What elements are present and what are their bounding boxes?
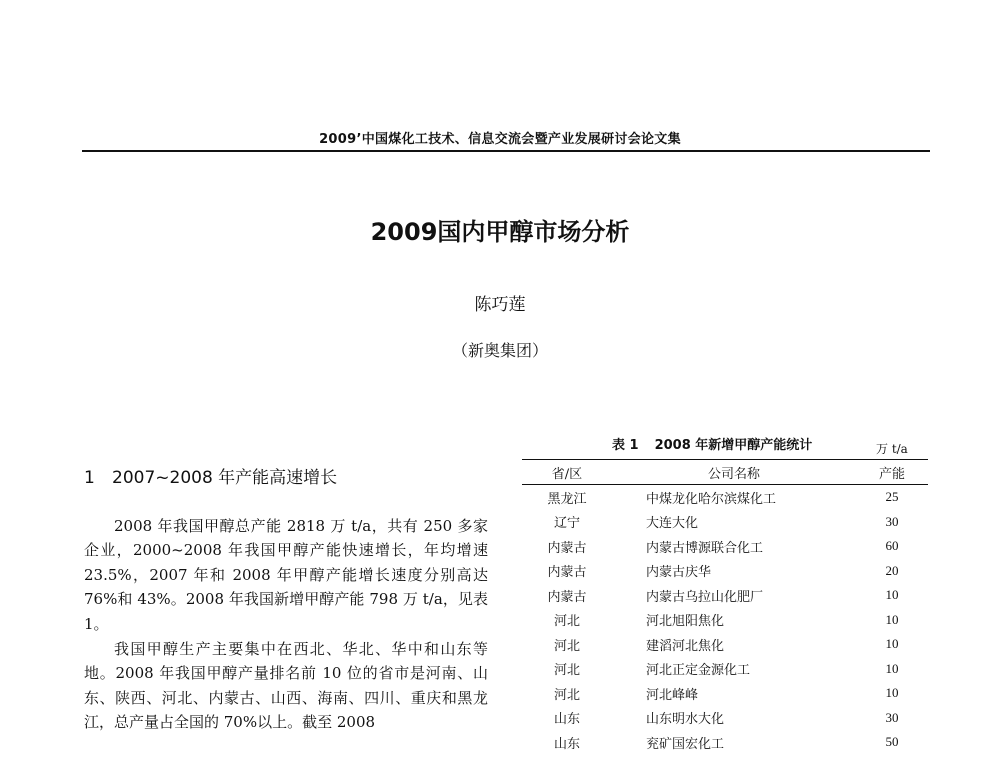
- cell-capacity: 30: [885, 513, 899, 529]
- cell-company: 中煤龙化哈尔滨煤化工: [646, 491, 777, 507]
- cell-company: 建滔河北焦化: [646, 638, 725, 654]
- column-header-capacity: 产能: [856, 460, 928, 485]
- paragraph: 我国甲醇生产主要集中在西北、华北、华中和山东等地。2008 年我国甲醇产量排名前 10 位的省市是河南、山东、陕西、河北、内蒙古、山西、海南、四川、重庆和黑龙江，总产量占全国的 70%以上。截至 2008: [84, 640, 488, 732]
- cell-company: 河北正定金源化工: [646, 663, 751, 679]
- cell-company: 内蒙古庆华: [646, 565, 712, 581]
- running-header: 2009’中国煤化工技术、信息交流会暨产业发展研讨会论文集: [319, 132, 681, 147]
- table-row: [522, 608, 928, 633]
- cell-province: 河北: [553, 638, 580, 654]
- author-affiliation: （新奥集团）: [451, 341, 548, 360]
- cell-province: 黑龙江: [547, 491, 587, 507]
- header-rule: [82, 150, 930, 152]
- cell-capacity: 10: [885, 611, 899, 627]
- table-label: 表 1: [612, 438, 639, 453]
- cell-capacity: 10: [885, 636, 899, 652]
- table-row: [522, 706, 928, 731]
- table-caption: [612, 434, 812, 453]
- section-number: 1: [84, 468, 95, 488]
- paper-title: 2009国内甲醇市场分析: [370, 218, 630, 246]
- cell-company: 内蒙古乌拉山化肥厂: [646, 589, 764, 605]
- cell-company: 山东明水大化: [646, 712, 725, 728]
- paragraph: 2008 年我国甲醇总产能 2818 万 t/a，共有 250 多家企业，2000~2008 年我国甲醇产能快速增长，年均增速 23.5%，2007 年和 2008 年甲醇产能增长速度分别高达 76%和 43%。2008 年我国新增甲醇产能 798 万 t/a，见表 1。: [84, 517, 488, 633]
- table-row: [522, 510, 928, 535]
- table-unit: 万 t/a: [876, 442, 908, 456]
- table-row: [522, 485, 928, 510]
- capacity-table: [522, 459, 928, 755]
- column-header-company: 公司名称: [612, 460, 856, 485]
- table-title: 2008 年新增甲醇产能统计: [654, 438, 813, 453]
- author-name: 陈巧莲: [474, 295, 526, 315]
- cell-capacity: 20: [885, 562, 899, 578]
- cell-province: 河北: [553, 614, 580, 630]
- cell-capacity: 50: [885, 734, 899, 750]
- table-row: [522, 657, 928, 682]
- cell-province: 河北: [553, 687, 580, 703]
- cell-company: 河北旭阳焦化: [646, 614, 725, 630]
- table-row: [522, 632, 928, 657]
- cell-company: 河北峰峰: [646, 687, 699, 703]
- cell-capacity: 25: [885, 489, 899, 505]
- cell-province: 内蒙古: [547, 589, 587, 605]
- section-heading: [84, 463, 337, 488]
- table-row: [522, 534, 928, 559]
- cell-province: 辽宁: [553, 516, 580, 532]
- cell-company: 兖矿国宏化工: [646, 736, 725, 752]
- cell-province: 山东: [553, 736, 580, 752]
- cell-capacity: 30: [885, 709, 899, 725]
- cell-capacity: 60: [885, 538, 899, 554]
- cell-capacity: 10: [885, 587, 899, 603]
- cell-capacity: 10: [885, 660, 899, 676]
- body-text: [84, 514, 488, 735]
- table-body: [522, 485, 928, 755]
- column-header-province: 省/区: [522, 460, 612, 485]
- cell-province: 山东: [553, 712, 580, 728]
- cell-province: 河北: [553, 663, 580, 679]
- table-row: [522, 583, 928, 608]
- cell-capacity: 10: [885, 685, 899, 701]
- table-row: [522, 681, 928, 706]
- table-header-row: [522, 460, 928, 485]
- table-row: [522, 559, 928, 584]
- section-title: 2007~2008 年产能高速增长: [112, 468, 338, 488]
- cell-company: 内蒙古博源联合化工: [646, 540, 764, 556]
- table-row: [522, 730, 928, 755]
- cell-province: 内蒙古: [547, 565, 587, 581]
- cell-province: 内蒙古: [547, 540, 587, 556]
- cell-company: 大连大化: [646, 516, 699, 532]
